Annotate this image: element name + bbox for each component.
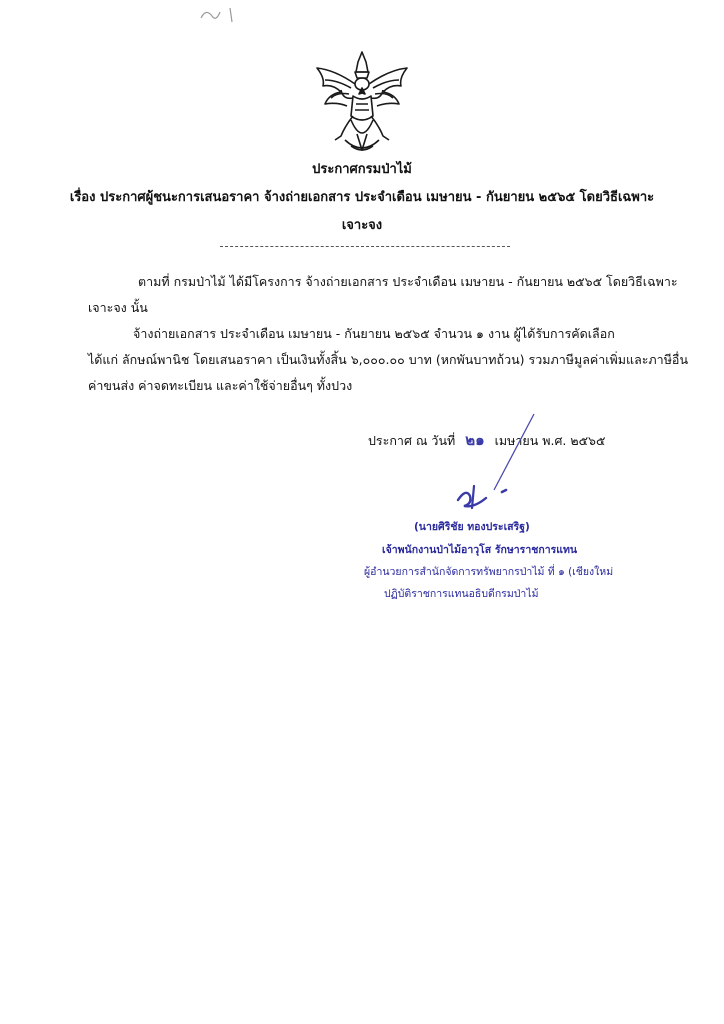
paragraph-1-line-2: เจาะจง นั้น [88, 300, 148, 315]
garuda-emblem-icon [311, 50, 413, 158]
handwritten-signature [452, 478, 532, 518]
signatory-position-1: เจ้าพนักงานป่าไม้อาวุโส รักษาราชการแทน [382, 544, 578, 556]
signatory-position-2: ผู้อำนวยการสำนักจัดการทรัพยากรป่าไม้ ที่ ๑ (เชียงใหม่ [364, 566, 614, 578]
announcement-suffix: เมษายน พ.ศ. ๒๕๖๕ [494, 433, 606, 448]
organization-title: ประกาศกรมป่าไม้ [312, 162, 412, 177]
paragraph-2-line-2: ได้แก่ ลักษณ์พานิช โดยเสนอราคา เป็นเงินทั้งสิ้น ๖,๐๐๐.๐๐ บาท (หกพันบาทถ้วน) รวมภาษีมูลค่าเพิ่มและภาษีอื่น [88, 352, 688, 367]
subject-line-1: เรื่อง ประกาศผู้ชนะการเสนอราคา จ้างถ่ายเอกสาร ประจำเดือน เมษายน - กันยายน ๒๕๖๕ โดยวิธีเฉพาะ [69, 190, 655, 205]
announcement-prefix: ประกาศ ณ วันที่ [368, 433, 456, 448]
paragraph-2-line-1: จ้างถ่ายเอกสาร ประจำเดือน เมษายน - กันยายน ๒๕๖๕ จำนวน ๑ งาน ผู้ได้รับการคัดเลือก [133, 326, 615, 341]
paragraph-1-line-1: ตามที่ กรมป่าไม้ ได้มีโครงการ จ้างถ่ายเอกสาร ประจำเดือน เมษายน - กันยายน ๒๕๖๕ โดยวิธีเฉพาะ [138, 274, 678, 289]
dashed-divider [220, 246, 510, 247]
signatory-position-3: ปฏิบัติราชการแทนอธิบดีกรมป่าไม้ [384, 588, 539, 600]
signatory-name: (นายศิริชัย ทองประเสริฐ) [414, 521, 530, 533]
corner-scribble [196, 4, 246, 26]
subject-line-2: เจาะจง [341, 218, 383, 233]
announcement-day: ๒๑ [465, 431, 485, 449]
paragraph-2-line-3: ค่าขนส่ง ค่าจดทะเบียน และค่าใช้จ่ายอื่นๆ ทั้งปวง [88, 378, 353, 393]
